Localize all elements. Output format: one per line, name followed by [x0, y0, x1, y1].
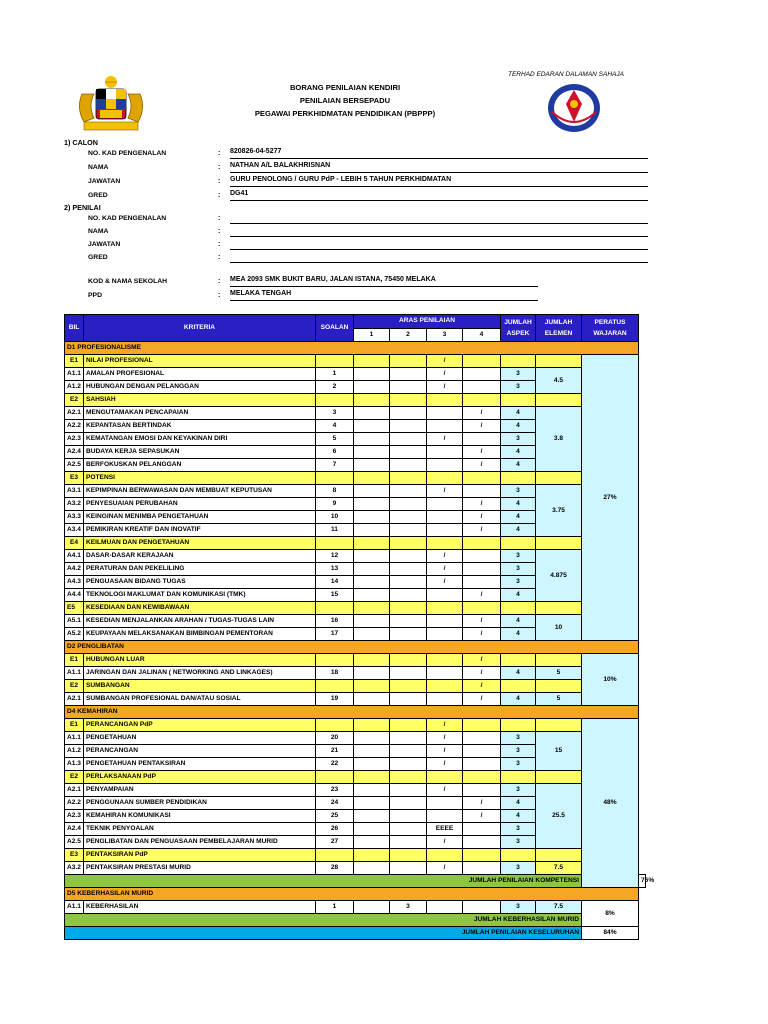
penilai-nama-field[interactable] [230, 226, 648, 237]
element-row [65, 537, 646, 550]
row-bil: A3.4 [65, 524, 84, 537]
penilai-gred-field[interactable] [230, 252, 648, 263]
table-row [65, 732, 646, 745]
sekolah-label: KOD & NAMA SEKOLAH [88, 278, 168, 285]
row-mark[interactable]: 3 [390, 901, 427, 914]
row-soalan: 19 [316, 693, 354, 706]
calon-nama-field[interactable] [230, 162, 648, 173]
row-soalan: 17 [316, 628, 354, 641]
row-mark[interactable]: / [427, 433, 463, 446]
row-bil: A4.2 [65, 563, 84, 576]
restricted-notice: TERHAD EDARAN DALAMAN SAHAJA [508, 71, 624, 78]
row-mark[interactable]: / [427, 485, 463, 498]
row-jumlah-aspek: 4 [501, 459, 536, 472]
row-kriteria: KEMAHIRAN KOMUNIKASI [84, 810, 316, 823]
row-soalan: 22 [316, 758, 354, 771]
calon-ic-value: 820826-04-5277 [230, 148, 282, 155]
element-row [65, 680, 646, 693]
element-total: 10 [536, 615, 582, 641]
row-soalan: 5 [316, 433, 354, 446]
row-jumlah-aspek: 4 [501, 667, 536, 680]
row-jumlah-aspek: 3 [501, 823, 536, 836]
colon: : [218, 292, 221, 299]
row-kriteria: PENTAKSIRAN PRESTASI MURID [84, 862, 316, 875]
element-row [65, 719, 646, 732]
header-peratus-wajaran: PERATUS WAJARAN [582, 315, 639, 342]
element-mark: / [427, 355, 463, 368]
row-jumlah-aspek: 4 [501, 498, 536, 511]
header-kriteria: KRITERIA [84, 315, 316, 342]
row-mark[interactable]: / [427, 576, 463, 589]
row-bil: A1.1 [65, 732, 84, 745]
row-kriteria: KEMATANGAN EMOSI DAN KEYAKINAN DIRI [84, 433, 316, 446]
row-jumlah-aspek: 3 [501, 576, 536, 589]
row-soalan: 13 [316, 563, 354, 576]
row-jumlah-aspek: 3 [501, 485, 536, 498]
row-soalan: 7 [316, 459, 354, 472]
row-mark[interactable]: / [463, 628, 501, 641]
penilai-jawatan-field[interactable] [230, 239, 648, 250]
row-mark[interactable]: / [463, 446, 501, 459]
row-kriteria: KEUPAYAAN MELAKSANAKAN BIMBINGAN PEMENTORAN [84, 628, 316, 641]
row-bil: A2.3 [65, 810, 84, 823]
row-bil: A5.2 [65, 628, 84, 641]
row-jumlah-aspek: 4 [501, 628, 536, 641]
calon-gred-field[interactable] [230, 190, 648, 201]
row-soalan: 23 [316, 784, 354, 797]
element-name: PERLAKSANAAN PdP [84, 771, 316, 784]
row-soalan: 24 [316, 797, 354, 810]
form-subtitle-2: PEGAWAI PERKHIDMATAN PENDIDIKAN (PBPPP) [254, 109, 436, 118]
row-mark[interactable]: / [427, 381, 463, 394]
calon-gred-label: GRED [88, 192, 108, 199]
row-jumlah-aspek: 3 [501, 732, 536, 745]
header-jumlah-elemen: JUMLAH ELEMEN [536, 315, 582, 342]
element-row [65, 771, 646, 784]
row-jumlah-aspek: 4 [501, 693, 536, 706]
row-soalan: 16 [316, 615, 354, 628]
row-mark[interactable]: / [463, 797, 501, 810]
row-jumlah-aspek: 3 [501, 862, 536, 875]
row-bil: A2.1 [65, 784, 84, 797]
row-soalan: 27 [316, 836, 354, 849]
row-bil: A1.3 [65, 758, 84, 771]
row-kriteria: KESEDIAN MENJALANKAN ARAHAN / TUGAS-TUGAS LAIN [84, 615, 316, 628]
calon-nama-value: NATHAN A/L BALAKHRISNAN [230, 162, 331, 169]
row-bil: A1.2 [65, 381, 84, 394]
element-name: PENTAKSIRAN PdP [84, 849, 316, 862]
row-mark[interactable]: / [427, 563, 463, 576]
domain-row-d5 [65, 888, 646, 901]
domain-row-d4 [65, 706, 646, 719]
table-row [65, 784, 646, 797]
domain-title: D2 PENGLIBATAN [65, 641, 639, 654]
element-code: E1 [65, 719, 84, 732]
row-jumlah-aspek: 4 [501, 810, 536, 823]
row-kriteria: KEPIMPINAN BERWAWASAN DAN MEMBUAT KEPUTUSAN [84, 485, 316, 498]
element-row [65, 602, 646, 615]
row-mark[interactable]: / [427, 745, 463, 758]
domain-title: D4 KEMAHIRAN [65, 706, 639, 719]
element-name: PERANCANGAN PdP [84, 719, 316, 732]
element-row [65, 394, 646, 407]
colon: : [218, 228, 221, 235]
row-mark[interactable]: / [463, 407, 501, 420]
row-soalan: 15 [316, 589, 354, 602]
element-name: KESEDIAAN DAN KEWIBAWAAN [84, 602, 316, 615]
row-kriteria: PENYESUAIAN PERUBAHAN [84, 498, 316, 511]
calon-nama-label: NAMA [88, 164, 109, 171]
element-code: E3 [65, 472, 84, 485]
row-kriteria: PENGGUNAAN SUMBER PENDIDIKAN [84, 797, 316, 810]
table-header-row [65, 315, 646, 329]
table-row [65, 485, 646, 498]
row-kriteria: KEPANTASAN BERTINDAK [84, 420, 316, 433]
element-code: E2 [65, 680, 84, 693]
row-bil: A5.1 [65, 615, 84, 628]
row-mark[interactable]: / [427, 550, 463, 563]
element-mark: / [463, 680, 501, 693]
row-jumlah-aspek: 3 [501, 784, 536, 797]
kpm-logo [546, 82, 602, 134]
row-mark[interactable]: / [427, 758, 463, 771]
row-soalan: 21 [316, 745, 354, 758]
row-mark[interactable]: / [463, 615, 501, 628]
kompetensi-total-row [65, 875, 646, 888]
row-jumlah-aspek: 4 [501, 446, 536, 459]
calon-gred-value: DG41 [230, 190, 249, 197]
form-title-block [160, 81, 530, 120]
row-mark[interactable]: / [463, 420, 501, 433]
calon-jawatan-value: GURU PENOLONG / GURU PdP - LEBIH 5 TAHUN PERKHIDMATAN [230, 176, 452, 183]
element-total: 4.875 [536, 550, 582, 602]
table-row [65, 368, 646, 381]
row-jumlah-aspek: 3 [501, 758, 536, 771]
row-jumlah-aspek: 4 [501, 797, 536, 810]
header-aras-2: 2 [390, 328, 427, 342]
row-kriteria: KEBERHASILAN [84, 901, 316, 914]
section-penilai: 2) PENILAI [64, 203, 101, 212]
row-mark[interactable]: / [463, 589, 501, 602]
row-kriteria: PENGLIBATAN DAN PENGUASAAN PEMBELAJARAN MURID [84, 836, 316, 849]
row-mark[interactable]: / [427, 784, 463, 797]
element-total: 3.75 [536, 485, 582, 537]
row-mark[interactable]: / [427, 368, 463, 381]
penilai-ic-label: NO. KAD PENGENALAN [88, 215, 167, 222]
row-mark[interactable]: / [463, 511, 501, 524]
colon: : [218, 278, 221, 285]
row-jumlah-aspek: 3 [501, 745, 536, 758]
row-mark[interactable]: / [463, 524, 501, 537]
malaysia-coat-of-arms-logo [74, 74, 148, 136]
kompetensi-value: 76% [639, 875, 646, 888]
calon-jawatan-field[interactable] [230, 176, 648, 187]
table-row [65, 615, 646, 628]
row-kriteria: TEKNIK PENYOALAN [84, 823, 316, 836]
element-total: 5 [536, 693, 582, 706]
row-jumlah-aspek: 3 [501, 433, 536, 446]
row-bil: A2.4 [65, 446, 84, 459]
element-code: E5 [65, 602, 84, 615]
row-mark[interactable]: / [463, 693, 501, 706]
row-soalan: 14 [316, 576, 354, 589]
ppd-field[interactable] [230, 290, 538, 301]
row-bil: A1.2 [65, 745, 84, 758]
table-row [65, 667, 646, 680]
table-row [65, 693, 646, 706]
element-total: 5 [536, 667, 582, 680]
element-code: E4 [65, 537, 84, 550]
row-kriteria: PENGUASAAN BIDANG TUGAS [84, 576, 316, 589]
peratus-d1: 27% [582, 355, 639, 641]
colon: : [218, 192, 221, 199]
header-aras-3: 3 [427, 328, 463, 342]
header-jumlah-aspek: JUMLAH ASPEK [501, 315, 536, 342]
row-jumlah-aspek: 4 [501, 511, 536, 524]
element-name: HUBUNGAN LUAR [84, 654, 316, 667]
row-jumlah-aspek: 3 [501, 550, 536, 563]
row-kriteria: AMALAN PROFESIONAL [84, 368, 316, 381]
row-soalan: 28 [316, 862, 354, 875]
assessment-table [64, 314, 655, 940]
row-mark[interactable]: / [427, 862, 463, 875]
colon: : [218, 215, 221, 222]
row-jumlah-aspek: 4 [501, 524, 536, 537]
element-code: E3 [65, 849, 84, 862]
row-jumlah-aspek: 4 [501, 589, 536, 602]
row-kriteria: BUDAYA KERJA SEPASUKAN [84, 446, 316, 459]
element-total: 4.5 [536, 368, 582, 394]
header-aras: ARAS PENILAIAN [354, 315, 501, 329]
row-soalan: 25 [316, 810, 354, 823]
row-bil: A2.3 [65, 433, 84, 446]
element-row [65, 355, 646, 368]
sekolah-value: MEA 2093 SMK BUKIT BARU, JALAN ISTANA, 75450 MELAKA [230, 276, 436, 283]
row-kriteria: PERATURAN DAN PEKELILING [84, 563, 316, 576]
row-soalan: 2 [316, 381, 354, 394]
row-mark[interactable]: / [427, 732, 463, 745]
row-kriteria: PENGETAHUAN PENTAKSIRAN [84, 758, 316, 771]
element-name: SAHSIAH [84, 394, 316, 407]
row-kriteria: HUBUNGAN DENGAN PELANGGAN [84, 381, 316, 394]
row-soalan: 1 [316, 901, 354, 914]
element-row [65, 654, 646, 667]
element-mark: / [427, 719, 463, 732]
row-bil: A2.2 [65, 420, 84, 433]
form-subtitle: PENILAIAN BERSEPADU [299, 96, 391, 105]
row-soalan: 9 [316, 498, 354, 511]
calon-jawatan-label: JAWATAN [88, 178, 121, 185]
header-soalan: SOALAN [316, 315, 354, 342]
row-jumlah-aspek: 3 [501, 901, 536, 914]
penilai-gred-label: GRED [88, 254, 108, 261]
row-soalan: 11 [316, 524, 354, 537]
kompetensi-label: JUMLAH PENILAIAN KOMPETENSI [65, 875, 582, 888]
row-kriteria: PEMIKIRAN KREATIF DAN INOVATIF [84, 524, 316, 537]
element-mark: / [463, 654, 501, 667]
keberhasilan-label: JUMLAH KEBERHASILAN MURID [65, 914, 582, 927]
element-total: 7.5 [536, 901, 582, 914]
row-kriteria: KEINGINAN MENIMBA PENGETAHUAN [84, 511, 316, 524]
row-mark[interactable]: / [463, 459, 501, 472]
row-soalan: 1 [316, 368, 354, 381]
row-soalan: 8 [316, 485, 354, 498]
element-row [65, 472, 646, 485]
peratus-d4: 48% [582, 719, 639, 888]
keberhasilan-total-row [65, 914, 646, 927]
row-bil: A2.5 [65, 459, 84, 472]
row-soalan: 12 [316, 550, 354, 563]
ppd-value: MELAKA TENGAH [230, 290, 292, 297]
domain-row-d2 [65, 641, 646, 654]
penilai-nama-label: NAMA [88, 228, 109, 235]
row-soalan: 26 [316, 823, 354, 836]
row-bil: A2.2 [65, 797, 84, 810]
table-row [65, 862, 646, 875]
row-mark[interactable]: / [463, 667, 501, 680]
row-kriteria: JARINGAN DAN JALINAN ( NETWORKING AND LINKAGES) [84, 667, 316, 680]
row-jumlah-aspek: 3 [501, 836, 536, 849]
row-soalan: 10 [316, 511, 354, 524]
header-bil: BIL [65, 315, 84, 342]
header-aras-4: 4 [463, 328, 501, 342]
row-jumlah-aspek: 3 [501, 381, 536, 394]
form-title: BORANG PENILAIAN KENDIRI [289, 83, 401, 92]
keseluruhan-total-row [65, 927, 646, 940]
colon: : [218, 241, 221, 248]
domain-title: D5 KEBERHASILAN MURID [65, 888, 639, 901]
row-bil: A1.1 [65, 901, 84, 914]
row-soalan: 18 [316, 667, 354, 680]
row-bil: A3.2 [65, 862, 84, 875]
row-kriteria: SUMBANGAN PROFESIONAL DAN/ATAU SOSIAL [84, 693, 316, 706]
row-kriteria: MENGUTAMAKAN PENCAPAIAN [84, 407, 316, 420]
element-code: E1 [65, 355, 84, 368]
row-bil: A2.1 [65, 407, 84, 420]
row-bil: A2.5 [65, 836, 84, 849]
domain-title: D1 PROFESIONALISME [65, 342, 639, 355]
table-row [65, 901, 646, 914]
calon-ic-field[interactable] [230, 148, 648, 159]
row-soalan: 3 [316, 407, 354, 420]
row-soalan: 4 [316, 420, 354, 433]
row-soalan: 20 [316, 732, 354, 745]
element-name: POTENSI [84, 472, 316, 485]
header-aras-1: 1 [354, 328, 390, 342]
row-kriteria: DASAR-DASAR KERAJAAN [84, 550, 316, 563]
row-jumlah-aspek: 3 [501, 563, 536, 576]
colon: : [218, 164, 221, 171]
row-bil: A2.4 [65, 823, 84, 836]
table-row [65, 550, 646, 563]
row-bil: A3.1 [65, 485, 84, 498]
row-bil: A3.2 [65, 498, 84, 511]
calon-ic-label: NO. KAD PENGENALAN [88, 150, 167, 157]
element-name: NILAI PROFESIONAL [84, 355, 316, 368]
keberhasilan-value: 8% [582, 901, 639, 927]
row-mark[interactable]: / [463, 498, 501, 511]
element-total: 3.8 [536, 407, 582, 472]
element-total: 25.5 [536, 784, 582, 849]
row-kriteria: TEKNOLOGI MAKLUMAT DAN KOMUNIKASI (TMK) [84, 589, 316, 602]
element-name: KEILMUAN DAN PENGETAHUAN [84, 537, 316, 550]
colon: : [218, 178, 221, 185]
colon: : [218, 254, 221, 261]
row-bil: A1.1 [65, 667, 84, 680]
peratus-d2: 10% [582, 654, 639, 706]
colon: : [218, 150, 221, 157]
keseluruhan-value: 84% [582, 927, 639, 940]
ppd-label: PPD [88, 292, 102, 299]
row-kriteria: PENGETAHUAN [84, 732, 316, 745]
row-mark[interactable]: / [463, 810, 501, 823]
row-soalan: 6 [316, 446, 354, 459]
row-jumlah-aspek: 4 [501, 615, 536, 628]
element-code: E2 [65, 394, 84, 407]
row-jumlah-aspek: 4 [501, 407, 536, 420]
table-row [65, 407, 646, 420]
penilai-jawatan-label: JAWATAN [88, 241, 121, 248]
element-total: 7.5 [536, 862, 582, 875]
row-bil: A4.3 [65, 576, 84, 589]
element-total: 15 [536, 732, 582, 771]
row-mark[interactable]: EEEE [427, 823, 463, 836]
row-kriteria: PENYAMPAIAN [84, 784, 316, 797]
row-jumlah-aspek: 3 [501, 368, 536, 381]
row-bil: A4.4 [65, 589, 84, 602]
penilai-ic-field[interactable] [230, 213, 648, 224]
domain-row-d1 [65, 342, 646, 355]
row-jumlah-aspek: 4 [501, 420, 536, 433]
section-calon: 1) CALON [64, 138, 98, 147]
row-kriteria: BERFOKUSKAN PELANGGAN [84, 459, 316, 472]
row-bil: A2.1 [65, 693, 84, 706]
element-code: E2 [65, 771, 84, 784]
row-mark[interactable]: / [427, 836, 463, 849]
element-name: SUMBANGAN [84, 680, 316, 693]
element-row [65, 849, 646, 862]
row-kriteria: PERANCANGAN [84, 745, 316, 758]
row-bil: A3.3 [65, 511, 84, 524]
row-bil: A4.1 [65, 550, 84, 563]
keseluruhan-label: JUMLAH PENILAIAN KESELURUHAN [65, 927, 582, 940]
sekolah-field[interactable] [230, 276, 538, 287]
row-bil: A1.1 [65, 368, 84, 381]
element-code: E1 [65, 654, 84, 667]
